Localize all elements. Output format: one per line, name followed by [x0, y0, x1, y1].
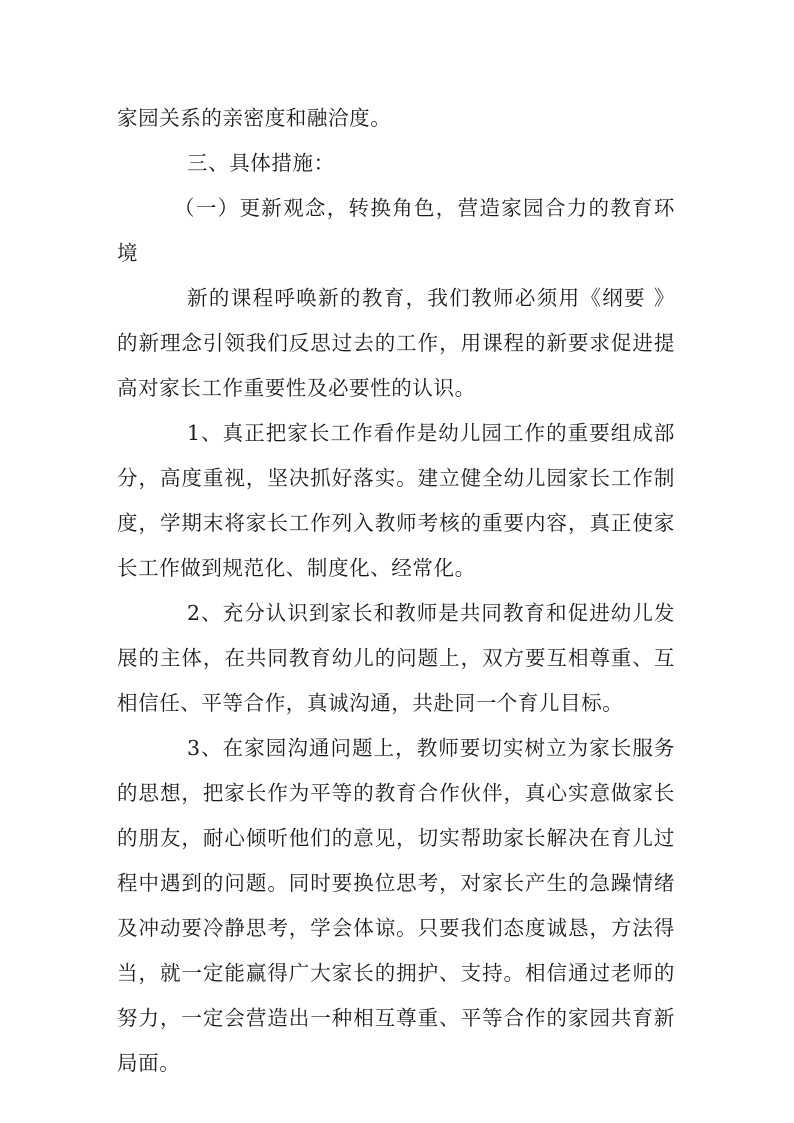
- document-body: [117, 96, 675, 1086]
- paragraph-item-2: 2、充分认识到家长和教师是共同教育和促进幼儿发展的主体，在共同教育幼儿的问题上，双方要互相尊重、互相信任、平等合作，真诚沟通，共赴同一个育儿目标。: [117, 601, 675, 715]
- paragraph-item-1: 1、真正把家长工作看作是幼儿园工作的重要组成部分，高度重视，坚决抓好落实。建立健全幼儿园家长工作制度，学期末将家长工作列入教师考核的重要内容，真正使家长工作做到规范化、制度化、经常化。: [117, 421, 675, 580]
- paragraph-item-3: 3、在家园沟通问题上，教师要切实树立为家长服务的思想，把家长作为平等的教育合作伙伴，真心实意做家长的朋友，耐心倾听他们的意见，切实帮助家长解决在育儿过程中遇到的问题。同时要换位思考，对家长产生的急躁情绪及冲动要冷静思考，学会体谅。只要我们态度诚恳，方法得当，就一定能赢得广大家长的拥护、支持。相信通过老师的努力，一定会营造出一种相互尊重、平等合作的家园共育新局面。: [117, 736, 675, 1075]
- subsection-heading: （一）更新观念，转换角色，营造家园合力的教育环境: [117, 196, 675, 265]
- section-heading: 三、具体措施：: [187, 151, 335, 175]
- paragraph-intro: 新的课程呼唤新的教育，我们教师必须用《纲要 》的新理念引领我们反思过去的工作，用课程的新要求促进提高对家长工作重要性及必要性的认识。: [117, 286, 675, 400]
- paragraph-continuation: 家园关系的亲密度和融洽度。: [117, 106, 392, 130]
